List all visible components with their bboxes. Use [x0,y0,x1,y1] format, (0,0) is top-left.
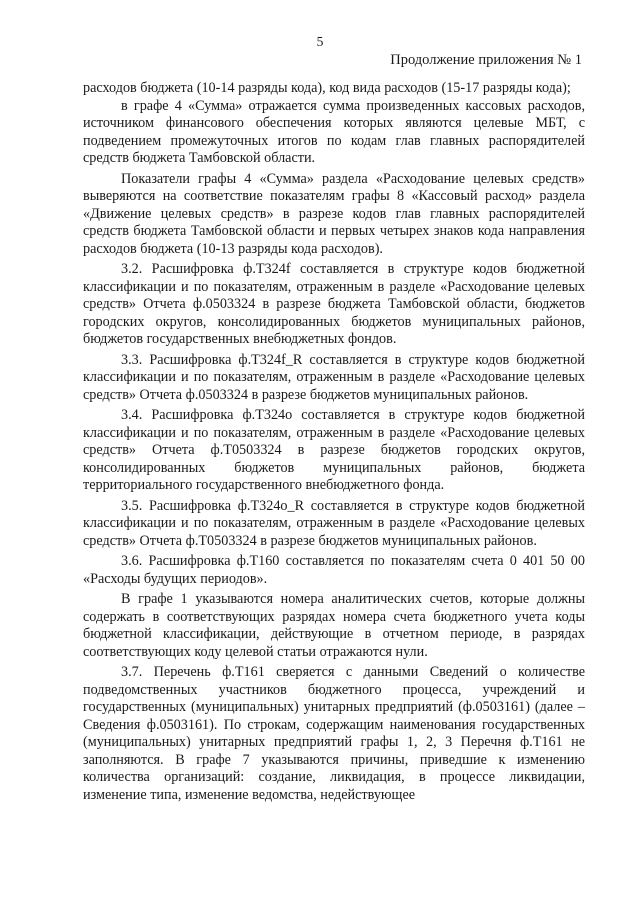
paragraph-3-5: 3.5. Расшифровка ф.Т324o_R составляется в структуре кодов бюджетной классификации и по показателям, отраженным в разделе «Расходование целевых средств» Отчета ф.Т0503324 в разрезе бюджетов муниципальных районов. [83,497,585,549]
paragraph-column-1: В графе 1 указываются номера аналитических счетов, которые должны содержать в соответствующих разрядах номера счета бюджетного учета коды бюджетной классификации, действующие в отчетном периоде, в разрядах соответствующих коду целевой статьи отражаются нули. [83,591,585,660]
body-text [83,80,585,804]
page-number: 5 [316,34,324,49]
paragraph-continuation: расходов бюджета (10-14 разряды кода), код вида расходов (15-17 разряды кода); [83,80,571,96]
paragraph-3-2: 3.2. Расшифровка ф.Т324f составляется в структуре кодов бюджетной классификации и по показателям, отраженным в разделе «Расходование целевых средств» Отчета ф.0503324 в разрезе бюджета Тамбовской области, бюджетов городских округов, консолидированных бюджетов муниципальных районов, бюджетов государственных внебюджетных фондов. [83,261,585,347]
paragraph-3-3: 3.3. Расшифровка ф.Т324f_R составляется в структуре кодов бюджетной классификации и по показателям, отраженным в разделе «Расходование целевых средств» Отчета ф.0503324 в разрезе бюджетов муниципальных районов. [83,351,585,403]
paragraph-column-4-verification: Показатели графы 4 «Сумма» раздела «Расходование целевых средств» выверяются на соответствие показателям графы 8 «Кассовый расход» раздела «Движение целевых средств» в разрезе кодов глав главных распорядителей средств бюджета Тамбовской области и первых четырех знаков кода направления расходов бюджета (10-13 разряды кода расходов). [83,170,585,257]
paragraph-3-6: 3.6. Расшифровка ф.Т160 составляется по показателям счета 0 401 50 00 «Расходы будущих периодов». [83,553,585,587]
paragraph-column-4-sum: в графе 4 «Сумма» отражается сумма произведенных кассовых расходов, источником финансового обеспечения которых являются целевые МБТ, с подведением промежуточных итогов по кодам глав главных распорядителей средств бюджета Тамбовской области. [83,97,585,166]
paragraph-3-7: 3.7. Перечень ф.Т161 сверяется с данными Сведений о количестве подведомственных участников бюджетного процесса, учреждений и государственных (муниципальных) унитарных предприятий (ф.0503161) (далее – Сведения ф.0503161). По строкам, содержащим наименования государственных (муниципальных) унитарных предприятий графы 1, 2, 3 Перечня ф.Т161 не заполняются. В графе 7 указываются причины, приведшие к изменению количества организаций: создание, ликвидация, в процессе ликвидации, изменение типа, изменение ведомства, недействующее [83,664,585,803]
paragraph-3-4: 3.4. Расшифровка ф.Т324o составляется в структуре кодов бюджетной классификации и по показателям, отраженным в разделе «Расходование целевых средств» Отчета ф.Т0503324 в разрезе бюджетов городских округов, консолидированных бюджетов муниципальных районов, бюджета территориального государственного внебюджетного фонда. [83,407,585,493]
appendix-continuation-note: Продолжение приложения № 1 [390,52,582,68]
